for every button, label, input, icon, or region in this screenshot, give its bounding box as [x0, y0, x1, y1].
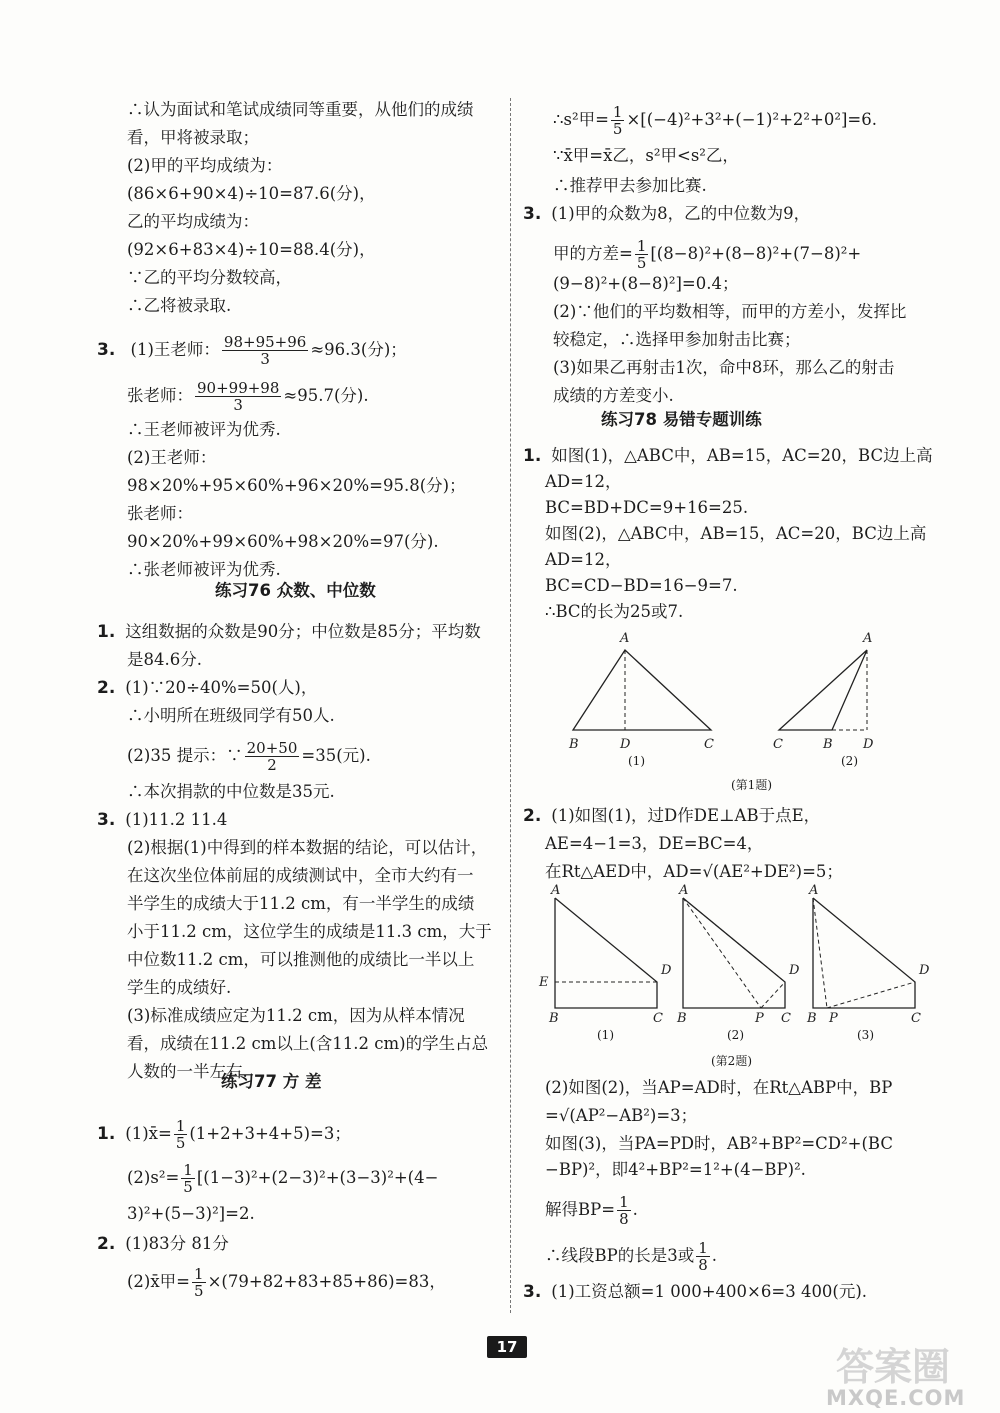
- text-line: (92×6+83×4)÷10=88.4(分)，: [127, 240, 376, 259]
- text-line: 小于11.2 cm，这位学生的成绩是11.3 cm，大于: [127, 922, 492, 941]
- text-line: ∵乙的平均分数较高，: [127, 268, 292, 287]
- label-c: C: [773, 737, 783, 752]
- numerator: 90+99+98: [197, 379, 280, 397]
- figure-sub-caption: (1): [597, 1028, 614, 1042]
- fraction: [195, 380, 281, 413]
- text-segment: (1)83分 81分: [125, 1234, 229, 1253]
- question-number: 1.: [523, 446, 542, 466]
- text-line: 半学生的成绩大于11.2 cm，有一半学生的成绩: [127, 894, 475, 913]
- text-line: ∴王老师被评为优秀.: [127, 420, 281, 439]
- text-line: [523, 806, 820, 826]
- text-line: 较稳定，∴选择甲参加射击比赛；: [553, 330, 801, 349]
- denominator: 8: [619, 1210, 629, 1228]
- question-number: 3.: [523, 204, 542, 224]
- text-line: AD=12，: [545, 472, 622, 491]
- fraction: [635, 238, 649, 271]
- triangle-abc-2: [779, 650, 867, 730]
- text-line: (3)如果乙再射击1次，命中8环，那么乙的射击: [553, 358, 895, 377]
- label-a: A: [620, 631, 630, 646]
- text-line: ∴小明所在班级同学有50人.: [127, 706, 335, 725]
- figure-sub-caption: (2): [727, 1028, 744, 1042]
- text-line: [97, 1118, 351, 1151]
- text-segment: [(1−3)²+(2−3)²+(3−3)²+(4−: [196, 1168, 439, 1187]
- text-line: =√(AP²−AB²)=3；: [545, 1106, 698, 1125]
- quadrilateral-abcd-2: [683, 898, 785, 1008]
- label-c: C: [704, 737, 714, 752]
- text-segment: 如图(1)，△ABC中，AB=15，AC=20，BC边上高: [551, 446, 933, 465]
- text-line: [97, 1234, 229, 1254]
- section-heading-78: 练习78 易错专题训练: [601, 410, 762, 429]
- figure-1: [561, 626, 881, 796]
- figure-sub-caption: (3): [857, 1028, 874, 1042]
- figure-caption: (第1题): [731, 778, 772, 792]
- text-segment: ×(79+82+83+85+86)=83，: [207, 1272, 446, 1291]
- page-number: 17: [487, 1336, 527, 1358]
- denominator: 5: [636, 254, 647, 272]
- text-segment: (1)x̄=: [125, 1124, 172, 1143]
- fraction: [174, 1118, 188, 1151]
- text-line: 看，甲将被录取；: [127, 128, 259, 147]
- text-line: [523, 446, 933, 466]
- figure-2: [531, 883, 930, 1084]
- watermark: [808, 1336, 998, 1412]
- fraction: [617, 1194, 631, 1227]
- text-line: [97, 678, 317, 698]
- triangle-abc-1: [573, 650, 711, 730]
- column-divider: [510, 98, 511, 1313]
- denominator: 5: [183, 1178, 193, 1196]
- text-line: (2)∵他们的平均数相等，而甲的方差小，发挥比: [553, 302, 907, 321]
- denominator: 5: [612, 120, 623, 138]
- text-segment: (1)甲的众数为8，乙的中位数为9，: [551, 204, 811, 223]
- text-line: AD=12，: [545, 550, 622, 569]
- text-segment: 张老师：: [127, 386, 193, 405]
- denominator: 3: [233, 396, 243, 414]
- text-line: 张老师：: [127, 504, 193, 523]
- denominator: 8: [698, 1256, 708, 1274]
- numerator: 1: [194, 1265, 204, 1283]
- fraction: [611, 104, 625, 137]
- text-segment: .: [711, 1246, 718, 1265]
- text-segment: (1)11.2 11.4: [125, 810, 228, 829]
- text-line: 98×20%+95×60%+96×20%=95.8(分)；: [127, 476, 466, 495]
- label-b: B: [569, 737, 579, 752]
- text-line: −BP)²，即4²+BP²=1²+(4−BP)².: [545, 1160, 806, 1179]
- text-line: 如图(3)，当PA=PD时，AB²+BP²=CD²+(BC: [545, 1134, 893, 1153]
- label-e: E: [539, 975, 549, 990]
- label-c: C: [781, 1011, 791, 1026]
- text-line: BC=BD+DC=9+16=25.: [545, 498, 749, 517]
- text-segment: (1)如图(1)，过D作DE⊥AB于点E，: [551, 806, 821, 825]
- text-line: ∴张老师被评为优秀.: [127, 560, 281, 579]
- text-segment: ≈95.7(分).: [283, 386, 369, 405]
- text-line: 成绩的方差变小.: [553, 386, 674, 405]
- label-b: B: [823, 737, 833, 752]
- segment-pd: [761, 982, 785, 1008]
- text-segment: 这组数据的众数是90分；中位数是85分；平均数: [125, 622, 481, 641]
- text-line: ∴乙将被录取.: [127, 296, 232, 315]
- figure-1-diagram: [561, 626, 881, 766]
- label-d: D: [863, 737, 874, 752]
- text-line: 在Rt△AED中，AD=√(AE²+DE²)=5；: [545, 862, 843, 881]
- label-a: A: [809, 883, 819, 898]
- question-number: 3.: [97, 340, 116, 360]
- text-segment: ∴s²甲=: [553, 110, 609, 129]
- question-number: 2.: [523, 806, 542, 826]
- text-line: [545, 1240, 717, 1273]
- question-number: 3.: [523, 1282, 542, 1302]
- quadrilateral-abcd-1: [555, 898, 657, 1008]
- label-b: B: [677, 1011, 687, 1026]
- numerator: 1: [619, 1193, 629, 1211]
- text-line: [523, 1282, 867, 1302]
- section-heading-76: 练习76 众数、中位数: [215, 581, 376, 600]
- segment-pa: [813, 898, 827, 1008]
- text-line: AE=4−1=3，DE=BC=4，: [545, 834, 764, 853]
- text-line: [127, 380, 369, 413]
- text-line: [545, 1194, 638, 1227]
- text-line: 中位数11.2 cm，可以推测他的成绩比一半以上: [127, 950, 475, 969]
- label-d: D: [919, 963, 930, 978]
- numerator: 98+95+96: [223, 333, 307, 351]
- denominator: 5: [175, 1134, 186, 1152]
- label-a: A: [863, 631, 873, 646]
- text-line: ∵x̄甲=x̄乙，s²甲<s²乙，: [553, 146, 739, 165]
- text-line: (2)王老师：: [127, 448, 217, 467]
- text-segment: (1)∵20÷40%=50(人)，: [125, 678, 318, 697]
- fraction: [222, 334, 308, 367]
- fraction: [181, 1162, 195, 1195]
- text-segment: 甲的方差=: [553, 244, 633, 263]
- text-line: (3)标准成绩应定为11.2 cm，因为从样本情况: [127, 1006, 465, 1025]
- label-p: P: [755, 1011, 764, 1026]
- text-line: [127, 740, 371, 773]
- section-heading-77: 练习77 方 差: [221, 1072, 322, 1091]
- text-line: (2)甲的平均成绩为：: [127, 156, 283, 175]
- text-segment: =35(元).: [301, 746, 371, 765]
- label-d: D: [789, 963, 800, 978]
- label-b: B: [549, 1011, 559, 1026]
- question-number: 2.: [97, 678, 116, 698]
- label-p: P: [829, 1011, 838, 1026]
- text-line: (86×6+90×4)÷10=87.6(分)，: [127, 184, 376, 203]
- text-segment: ×[(−4)²+3²+(−1)²+2²+0²]=6.: [626, 110, 877, 129]
- text-line: [97, 810, 227, 830]
- watermark-site: MXQE.COM: [826, 1386, 966, 1410]
- label-b: B: [807, 1011, 817, 1026]
- numerator: 1: [175, 1117, 186, 1135]
- text-segment: (2)35 提示：∵: [127, 746, 243, 765]
- watermark-logo: 答案圈: [836, 1345, 951, 1389]
- numerator: 1: [183, 1161, 193, 1179]
- text-line: [553, 104, 877, 137]
- text-line: (9−8)²+(8−8)²]=0.4；: [553, 274, 739, 293]
- text-line: 看，成绩在11.2 cm以上(含11.2 cm)的学生占总: [127, 1034, 489, 1053]
- text-segment: (1)王老师：: [130, 340, 220, 359]
- text-segment: [(8−8)²+(8−8)²+(7−8)²+: [650, 244, 862, 263]
- text-segment: ≈96.3(分)；: [310, 340, 407, 359]
- text-segment: .: [632, 1200, 638, 1219]
- numerator: 1: [636, 237, 647, 255]
- question-3-line: [97, 334, 407, 367]
- text-line: [523, 204, 810, 224]
- label-c: C: [911, 1011, 921, 1026]
- text-line: [127, 1266, 446, 1299]
- denominator: 3: [260, 350, 270, 368]
- question-number: 1.: [97, 1124, 116, 1144]
- text-segment: (1)工资总额=1 000+400×6=3 400(元).: [551, 1282, 868, 1301]
- label-d: D: [661, 963, 672, 978]
- text-line: [97, 622, 481, 642]
- numerator: 1: [612, 103, 623, 121]
- segment-pd: [827, 982, 915, 1008]
- text-line: 在这次坐位体前屈的成绩测试中，全市大约有一: [127, 866, 474, 885]
- fraction: [192, 1266, 206, 1299]
- text-segment: ∴线段BP的长是3或: [545, 1246, 695, 1265]
- text-line: (2)如图(2)，当AP=AD时，在Rt△ABP中，BP: [545, 1078, 893, 1097]
- text-line: 如图(2)，△ABC中，AB=15，AC=20，BC边上高: [545, 524, 927, 543]
- denominator: 5: [194, 1282, 204, 1300]
- text-line: [127, 1162, 438, 1195]
- text-line: ∴推荐甲去参加比赛.: [553, 176, 707, 195]
- text-line: 乙的平均成绩为：: [127, 212, 259, 231]
- fraction: [696, 1240, 710, 1273]
- text-line: 人数的一半左右.: [127, 1062, 248, 1081]
- figure-sub-caption: (1): [628, 754, 645, 768]
- question-number: 3.: [97, 810, 116, 830]
- label-c: C: [653, 1011, 663, 1026]
- quadrilateral-abcd-3: [813, 898, 915, 1008]
- text-line: (2)根据(1)中得到的样本数据的结论，可以估计，: [127, 838, 488, 857]
- text-line: 是84.6分.: [127, 650, 202, 669]
- question-number: 2.: [97, 1234, 116, 1254]
- label-a: A: [679, 883, 689, 898]
- label-d: D: [620, 737, 631, 752]
- text-line: ∴BC的长为25或7.: [545, 602, 684, 621]
- figure-caption: (第2题): [711, 1054, 752, 1068]
- text-segment: (2)x̄甲=: [127, 1272, 191, 1291]
- figure-sub-caption: (2): [841, 754, 858, 768]
- figure-2-diagram: [531, 883, 930, 1026]
- text-segment: 解得BP=: [545, 1200, 616, 1219]
- question-number: 1.: [97, 622, 116, 642]
- numerator: 20+50: [246, 739, 298, 757]
- text-line: 90×20%+99×60%+98×20%=97(分).: [127, 532, 439, 551]
- numerator: 1: [698, 1239, 708, 1257]
- text-line: ∴本次捐款的中位数是35元.: [127, 782, 335, 801]
- label-a: A: [551, 883, 561, 898]
- text-segment: (1+2+3+4+5)=3；: [189, 1124, 351, 1143]
- text-line: ∴认为面试和笔试成绩同等重要，从他们的成绩: [127, 100, 474, 119]
- denominator: 2: [267, 756, 277, 774]
- text-line: BC=CD−BD=16−9=7.: [545, 576, 738, 595]
- text-segment: (2)s²=: [127, 1168, 180, 1187]
- fraction: [245, 740, 300, 773]
- text-line: 3)²+(5−3)²]=2.: [127, 1204, 255, 1223]
- text-line: 学生的成绩好.: [127, 978, 232, 997]
- text-line: [553, 238, 861, 271]
